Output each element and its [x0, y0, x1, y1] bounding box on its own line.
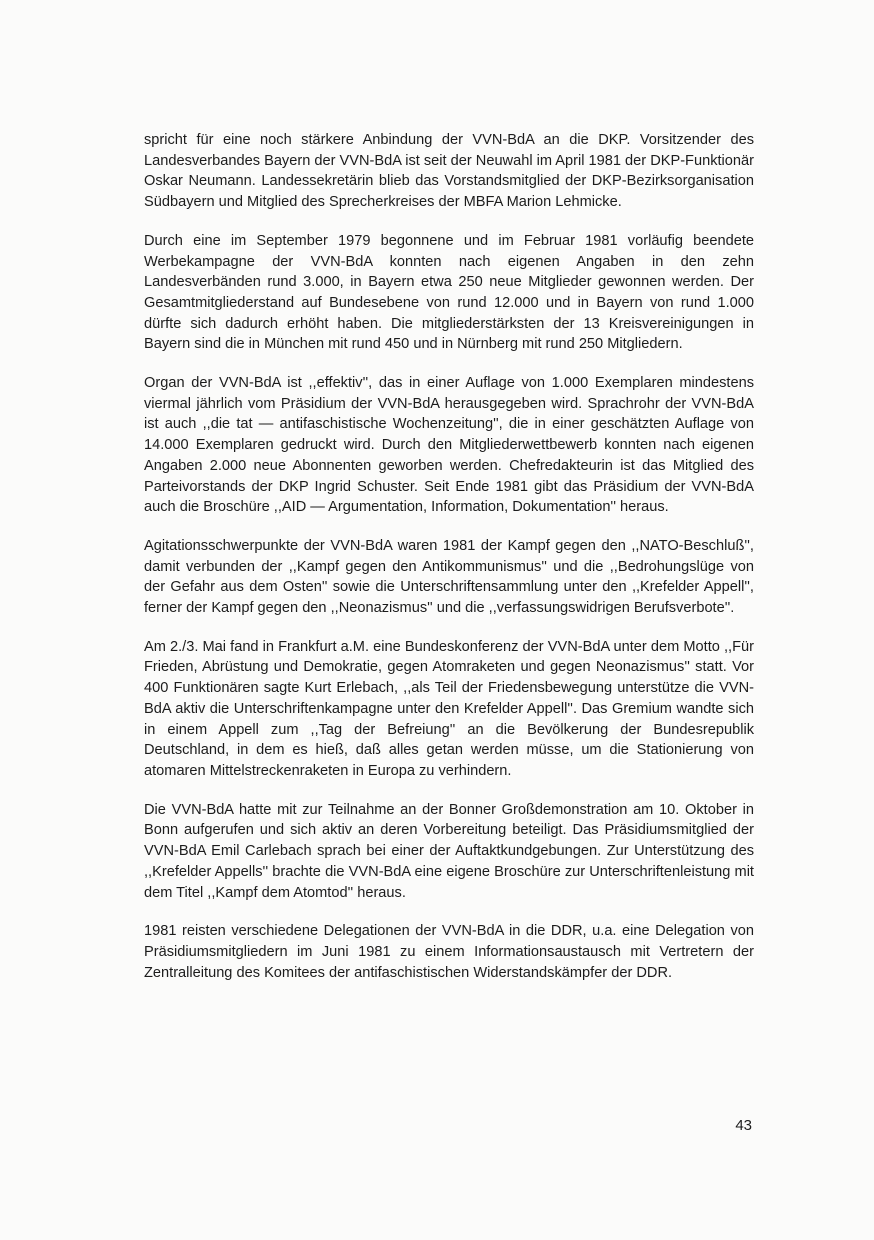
paragraph-6: Die VVN-BdA hatte mit zur Teilnahme an der Bonner Großdemonstration am 10. Oktober in Bonn aufgerufen und sich aktiv an deren Vorbereitung beteiligt. Das Präsidiumsmitglied der VVN-BdA Emil Carlebach sprach bei einer der Auftaktkundgebungen. Zur Unterstützung des ,,Krefelder Appells'' brachte die VVN-BdA eine eigene Broschüre zur Unterschriftenleistung mit dem Titel ,,Kampf dem Atomtod'' heraus. [144, 801, 754, 901]
page-number: 43 [735, 1117, 752, 1134]
paragraph-7: 1981 reisten verschiedene Delegationen der VVN-BdA in die DDR, u.a. eine Delegation von Präsidiumsmitgliedern im Juni 1981 zu einem Informationsaustausch mit Vertretern der Zentralleitung des Komitees der antifaschistischen Widerstandskämpfer der DDR. [144, 923, 754, 981]
paragraph-1: spricht für eine noch stärkere Anbindung der VVN-BdA an die DKP. Vorsitzender des Landesverbandes Bayern der VVN-BdA ist seit der Neuwahl im April 1981 der DKP-Funktionär Oskar Neumann. Landessekretärin blieb das Vorstandsmitglied der DKP-Bezirksorganisation Südbayern und Mitglied des Sprecherkreises der MBFA Marion Lehmicke. [144, 132, 755, 211]
paragraph-3: Organ der VVN-BdA ist ,,effektiv'', das in einer Auflage von 1.000 Exemplaren mindestens viermal jährlich vom Präsidium der VVN-BdA herausgegeben wird. Sprachrohr der VVN-BdA ist auch ,,die tat — antifaschistische Wochenzeitung'', die in einer geschätzten Auflage von 14.000 Exemplaren gedruckt wird. Durch den Mitgliederwettbewerb konnten nach eigenen Angaben 2.000 neue Abonnenten geworben werden. Chefredakteurin ist das Mitglied des Parteivorstands der DKP Ingrid Schuster. Seit Ende 1981 gibt das Präsidium der VVN-BdA auch die Broschüre ,,AID — Argumentation, Information, Dokumentation'' heraus. [144, 375, 754, 516]
paragraph-2: Durch eine im September 1979 begonnene und im Februar 1981 vorläufig beendete Werbekampagne der VVN-BdA konnten nach eigenen Angaben in den zehn Landesverbänden rund 3.000, in Bayern etwa 250 neue Mitglieder gewonnen werden. Der Gesamtmitgliederstand auf Bundesebene von rund 12.000 und in Bayern von rund 1.000 dürfte sich dadurch erhöht haben. Die mitgliederstärksten der 13 Kreisvereinigungen in Bayern sind die in München mit rund 450 und in Nürnberg mit rund 250 Mitgliedern. [144, 232, 754, 353]
paragraph-5: Am 2./3. Mai fand in Frankfurt a.M. eine Bundeskonferenz der VVN-BdA unter dem Motto ,,Für Frieden, Abrüstung und Demokratie, gegen Atomraketen und gegen Neonazismus'' statt. Vor 400 Funktionären sagte Kurt Erlebach, ,,als Teil der Friedensbewegung unterstütze die VVN-BdA aktiv die Unterschriftenkampagne unter den Krefelder Appell''. Das Gremium wandte sich in einem Appell zum ,,Tag der Befreiung'' an die Bevölkerung der Bundesrepublik Deutschland, in dem es hieß, daß alles getan werden müsse, um die Stationierung von atomaren Mittelstreckenraketen in Europa zu verhindern. [144, 638, 754, 779]
paragraph-4: Agitationsschwerpunkte der VVN-BdA waren 1981 der Kampf gegen den ,,NATO-Beschluß'', damit verbunden der ,,Kampf gegen den Antikommunismus'' und die ,,Bedrohungslüge von der Gefahr aus dem Osten'' sowie die Unterschriftensammlung unter den ,,Krefelder Appell'', ferner der Kampf gegen den ,,Neonazismus'' und die ,,verfassungswidrigen Berufsverbote''. [144, 537, 754, 617]
body-text [144, 130, 754, 1001]
